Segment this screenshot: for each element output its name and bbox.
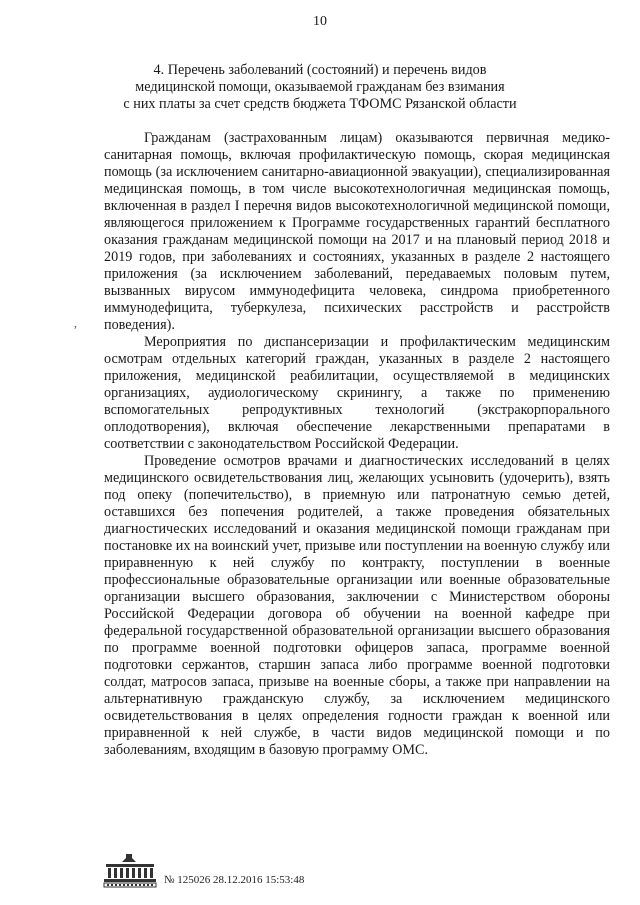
section-title-line: медицинской помощи, оказываемой гражданам без взимания	[135, 79, 505, 95]
section-title-line: с них платы за счет средств бюджета ТФОМС Рязанской области	[123, 96, 517, 112]
body-paragraph: Мероприятия по диспансеризации и профилактическим медицинским осмотрам отдельных категорий граждан, указанных в разделе 2 настоящего приложения, медицинской реабилитации, осуществляемой в медицинских организациях, аудиологическому скринингу, а также по применению вспомогательных репродуктивных технологий (экстракорпорального оплодотворения), включая обеспечение лекарственными препаратами в соответствии с законодательством Российской Федерации.	[104, 334, 610, 452]
body-paragraph: Проведение осмотров врачами и диагностических исследований в целях медицинского освидетельствования лиц, желающих усыновить (удочерить), взять под опеку (попечительство), в приемную или патронатную семью детей, оставшихся без попечения родителей, а также проведения обязательных диагностических исследований и оказания медицинской помощи гражданам при постановке их на воинский учет, призыве или поступлении на военную службу или приравненную к ней службу по контракту, поступлении в военные профессиональные образовательные организации или военные образовательные организации высшего образования, заключении с Министерством обороны Российской Федерации договора об обучении на военной кафедре при федеральной государственной образовательной организации высшего образования по программе военной подготовки офицеров запаса, программе военной подготовки сержантов, старшин запаса либо программе военной подготовки солдат, матросов запаса, призыве на военные сборы, а также при направлении на альтернативную гражданскую службу, за исключением медицинского освидетельствования в целях определения годности граждан к военной или приравненной к ней службе, в части видов медицинской помощи и по заболеваниям, входящим в базовую программу ОМС.	[104, 453, 610, 758]
document-body	[104, 130, 610, 759]
page-number: 10	[313, 14, 327, 29]
document-footer	[102, 852, 422, 892]
document-registration-stamp: № 125026 28.12.2016 15:53:48	[164, 874, 305, 886]
government-building-logo-icon	[102, 852, 158, 888]
scan-artifact-mark: ,	[74, 316, 77, 330]
section-title	[100, 62, 540, 113]
section-title-line: 4. Перечень заболеваний (состояний) и перечень видов	[153, 62, 487, 78]
body-paragraph: Гражданам (застрахованным лицам) оказываются первичная медико-санитарная помощь, включая профилактическую помощь, скорая медицинская помощь (за исключением санитарно-авиационной эвакуации), специализированная медицинская помощь, в том числе высокотехнологичная медицинская помощь, включенная в раздел I перечня видов высокотехнологичной медицинской помощи, являющегося приложением к Программе государственных гарантий бесплатного оказания гражданам медицинской помощи на 2017 и на плановый период 2018 и 2019 годов, при заболеваниях и состояниях, указанных в разделе 2 настоящего приложения (за исключением заболеваний, передаваемых половым путем, вызванных вирусом иммунодефицита человека, синдрома приобретенного иммунодефицита, туберкулеза, психических расстройств и расстройств поведения).	[104, 130, 610, 333]
